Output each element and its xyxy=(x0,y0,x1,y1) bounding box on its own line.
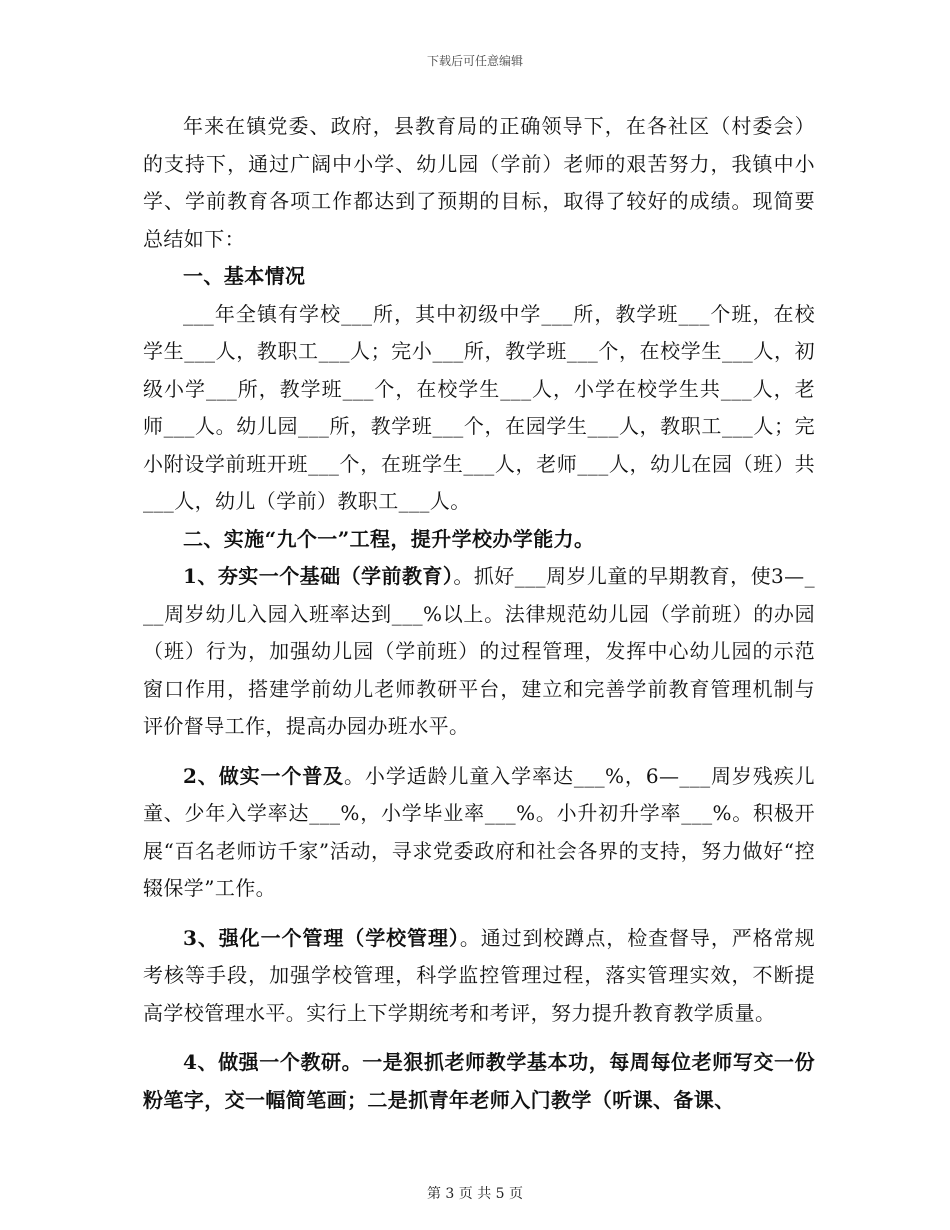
paragraph-text: 。抓好___周岁儿童的早期教育，使3—___周岁幼儿入园入班率达到___%以上。法律规范幼儿园（学前班）的办园（班）行为，加强幼儿园（学前班）的过程管理，发挥中心幼儿园的示范窗口作用，搭建学前幼儿老师教研平台，建立和完善学前教育管理机制与评价督导工作，提高办园办班水平。 xyxy=(143,564,815,738)
paragraph-management xyxy=(143,920,815,1033)
heading-text: 二、实施“九个一”工程，提升学校办学能力。 xyxy=(183,526,595,551)
page-header: 下载后可任意编辑 xyxy=(426,54,523,68)
heading-basic-situation xyxy=(143,258,815,296)
heading-text: 一、基本情况 xyxy=(183,264,306,288)
paragraph-popularize xyxy=(143,758,815,908)
paragraph-text: 。小学适龄儿童入学率达___%，6—___周岁残疾儿童、少年入学率达___%，小学毕业率___%。小升初升学率___%。积极开展“百名老师访千家”活动，寻求党委政府和社会各界的支持，努力做好“控辍保学”工作。 xyxy=(143,763,815,900)
page-footer: 第 3 页 共 5 页 xyxy=(426,1186,524,1202)
heading-nine-projects xyxy=(143,521,815,559)
paragraph-preschool xyxy=(143,558,815,746)
paragraph-research xyxy=(143,1044,815,1119)
paragraph-lead: 2、做实一个普及 xyxy=(183,763,345,788)
paragraph-text: ___年全镇有学校___所，其中初级中学___所，教学班___个班，在校学生___人，教职工___人；完小___所，教学班___个，在校学生___人，初级小学___所，教学班___个，在校学生___人，小学在校学生共___人，老师___人。幼儿园___所，教学班___个，在园学生___人，教职工___人；完小附设学前班开班___个，在班学生___人，老师___人，幼儿在园（班）共___人，幼儿（学前）教职工___人。 xyxy=(143,301,815,513)
paragraph-lead: 4、做强一个教研。一是狠抓老师教学基本功，每周每位老师写交一份粉笔字，交一幅简笔画；二是抓青年老师入门教学（听课、备课、 xyxy=(143,1050,815,1112)
paragraph-statistics xyxy=(143,296,815,521)
paragraph-lead: 3、强化一个管理（学校管理） xyxy=(183,925,460,950)
paragraph-intro xyxy=(143,108,815,258)
paragraph-lead: 1、夯实一个基础（学前教育） xyxy=(183,564,454,588)
paragraph-text: 年来在镇党委、政府，县教育局的正确领导下，在各社区（村委会）的支持下，通过广阔中小学、幼儿园（学前）老师的艰苦努力，我镇中小学、学前教育各项工作都达到了预期的目标，取得了较好的成绩。现简要总结如下： xyxy=(143,114,815,251)
document-body xyxy=(143,108,815,1119)
paragraph-text: 。通过到校蹲点，检查督导，严格常规考核等手段，加强学校管理，科学监控管理过程，落实管理实效，不断提高学校管理水平。实行上下学期统考和考评，努力提升教育教学质量。 xyxy=(143,925,815,1025)
